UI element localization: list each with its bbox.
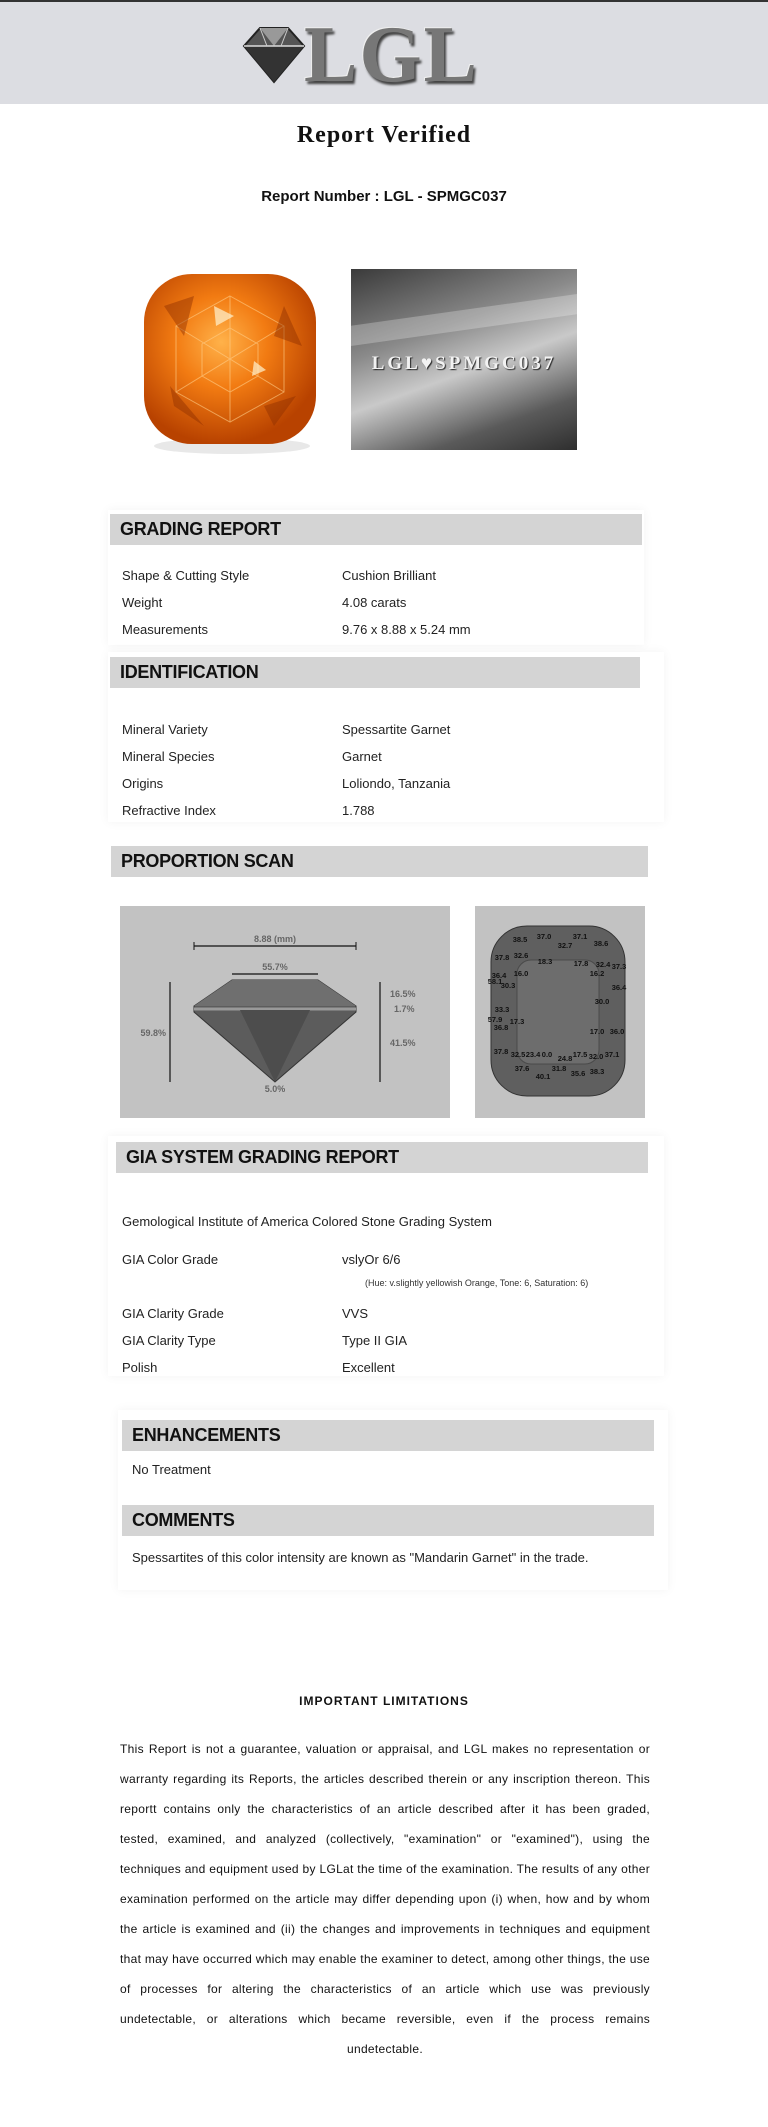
top-view-value: 0.0 xyxy=(541,1050,553,1059)
row-label: Refractive Index xyxy=(122,803,216,818)
row-label: GIA Clarity Type xyxy=(122,1333,216,1348)
top-view-value: 18.3 xyxy=(537,957,553,966)
pavilion-percent-label: 41.5% xyxy=(390,1038,416,1048)
top-view-value: 57.9 xyxy=(487,1015,503,1024)
top-view-value: 23.4 xyxy=(525,1050,541,1059)
row-value: 1.788 xyxy=(342,803,375,818)
row-value: Loliondo, Tanzania xyxy=(342,776,451,791)
top-view-diagram xyxy=(475,906,645,1118)
row-value: Garnet xyxy=(342,749,382,764)
top-view-value: 32.7 xyxy=(557,941,573,950)
top-view-value: 17.3 xyxy=(509,1017,525,1026)
row-label: GIA Color Grade xyxy=(122,1252,219,1267)
report-number: Report Number : LGL - SPMGC037 xyxy=(261,188,507,205)
photo-highlight xyxy=(351,290,577,349)
row-label: Mineral Species xyxy=(122,749,215,764)
enhancements-text: No Treatment xyxy=(132,1462,211,1477)
table-percent-label: 55.7% xyxy=(262,962,288,972)
gia-system-line: Gemological Institute of America Colored Stone Grading System xyxy=(122,1214,492,1229)
width-label: 8.88 (mm) xyxy=(253,934,297,944)
lgl-logo[interactable] xyxy=(232,11,492,99)
top-view-value: 38.3 xyxy=(589,1067,605,1076)
top-view-value: 35.6 xyxy=(570,1069,586,1078)
top-view-value: 32.4 xyxy=(595,960,611,969)
row-label: Measurements xyxy=(122,622,208,637)
top-view-value: 37.0 xyxy=(536,932,552,941)
gemstone-photo xyxy=(134,266,326,462)
gia-heading: GIA SYSTEM GRADING REPORT xyxy=(116,1142,648,1173)
top-view-value: 33.3 xyxy=(494,1005,510,1014)
grading-report-heading: GRADING REPORT xyxy=(110,514,642,545)
girdle-percent-label: 1.7% xyxy=(394,1004,415,1014)
top-view-value: 36.0 xyxy=(609,1027,625,1036)
comments-text: Spessartites of this color intensity are known as "Mandarin Garnet" in the trade. xyxy=(132,1550,589,1565)
enhancements-comments-card xyxy=(118,1410,668,1590)
top-view-value: 37.3 xyxy=(611,962,627,971)
top-view-value: 37.6 xyxy=(514,1064,530,1073)
top-view-value: 37.8 xyxy=(494,953,510,962)
top-view-value: 36.4 xyxy=(491,971,507,980)
grading-report-card xyxy=(108,510,644,645)
limitations-heading: IMPORTANT LIMITATIONS xyxy=(299,1694,469,1708)
top-view-value: 30.0 xyxy=(594,997,610,1006)
row-value: Excellent xyxy=(342,1360,395,1375)
top-view-value: 38.5 xyxy=(512,935,528,944)
diamond-logo-icon xyxy=(234,20,314,90)
comments-heading: COMMENTS xyxy=(122,1505,654,1536)
top-view-value: 30.3 xyxy=(500,981,516,990)
top-view-value: 37.1 xyxy=(572,932,588,941)
identification-heading: IDENTIFICATION xyxy=(110,657,640,688)
laser-inscription: LGL♥SPMGC037 xyxy=(371,353,557,374)
row-value: Type II GIA xyxy=(342,1333,408,1348)
row-value: Cushion Brilliant xyxy=(342,568,436,583)
profile-diagram xyxy=(120,906,450,1118)
top-view-value: 37.8 xyxy=(493,1047,509,1056)
top-view-value: 24.8 xyxy=(557,1054,573,1063)
row-value: VVS xyxy=(342,1306,369,1321)
row-label: Weight xyxy=(122,595,163,610)
site-header xyxy=(0,0,768,104)
limitations-text: This Report is not a guarantee, valuation or appraisal, and LGL makes no representation or warranty regarding its Reports, the articles described therein or any inscription thereon. This reportt contains only the characteristics of an article described after it has been graded, tested, examined, and analyzed (collectively, "examination" or "examined"), using the techniques and equipment used by LGLat the time of the examination. The results of any other examination performed on the article may differ depending upon (i) when, how and by whom the article is examined and (ii) the changes and improvements in techniques and equipment that may have occurred which may enable the examiner to detect, among other things, the use of processes for altering the characteristics of an article which use was previously undetectable, or alterations which became reversible, even if the process remains undetectable. xyxy=(120,1742,650,2056)
identification-card xyxy=(108,652,664,822)
top-view-value: 16.2 xyxy=(589,969,605,978)
crown-percent-label: 16.5% xyxy=(390,989,416,999)
proportion-scan-heading: PROPORTION SCAN xyxy=(111,846,648,877)
gia-grading-card xyxy=(108,1136,664,1376)
top-view-value: 37.1 xyxy=(604,1050,620,1059)
culet-percent-label: 5.0% xyxy=(264,1084,286,1094)
top-view-value: 16.0 xyxy=(513,969,529,978)
laser-inscription-photo xyxy=(351,269,577,450)
row-value: 9.76 x 8.88 x 5.24 mm xyxy=(342,622,471,637)
row-label: Mineral Variety xyxy=(122,722,208,737)
top-view-value: 32.5 xyxy=(510,1050,526,1059)
row-value: 4.08 carats xyxy=(342,595,407,610)
row-value: Spessartite Garnet xyxy=(342,722,451,737)
top-view-value: 38.6 xyxy=(593,939,609,948)
top-view-value: 36.8 xyxy=(493,1023,509,1032)
row-label: GIA Clarity Grade xyxy=(122,1306,224,1321)
row-label: Polish xyxy=(122,1360,158,1375)
top-view-value: 31.8 xyxy=(551,1064,567,1073)
depth-percent-label: 59.8% xyxy=(140,1028,166,1038)
top-view-value: 36.4 xyxy=(611,983,627,992)
top-view-value: 32.0 xyxy=(588,1052,604,1061)
row-label: Shape & Cutting Style xyxy=(122,568,250,583)
color-grade-note: (Hue: v.slightly yellowish Orange, Tone: 6, Saturation: 6) xyxy=(365,1278,589,1288)
enhancements-heading: ENHANCEMENTS xyxy=(122,1420,654,1451)
row-label: Origins xyxy=(122,776,164,791)
top-view-value: 17.0 xyxy=(589,1027,605,1036)
row-value: vslyOr 6/6 xyxy=(342,1252,401,1267)
top-view-value: 32.6 xyxy=(513,951,529,960)
top-view-value: 40.1 xyxy=(535,1072,551,1081)
logo-text: LGL xyxy=(304,11,479,99)
top-view-value: 58.1 xyxy=(487,977,503,986)
page-title: Report Verified xyxy=(296,122,472,148)
top-view-value: 17.8 xyxy=(573,959,589,968)
top-view-value: 17.5 xyxy=(572,1050,588,1059)
